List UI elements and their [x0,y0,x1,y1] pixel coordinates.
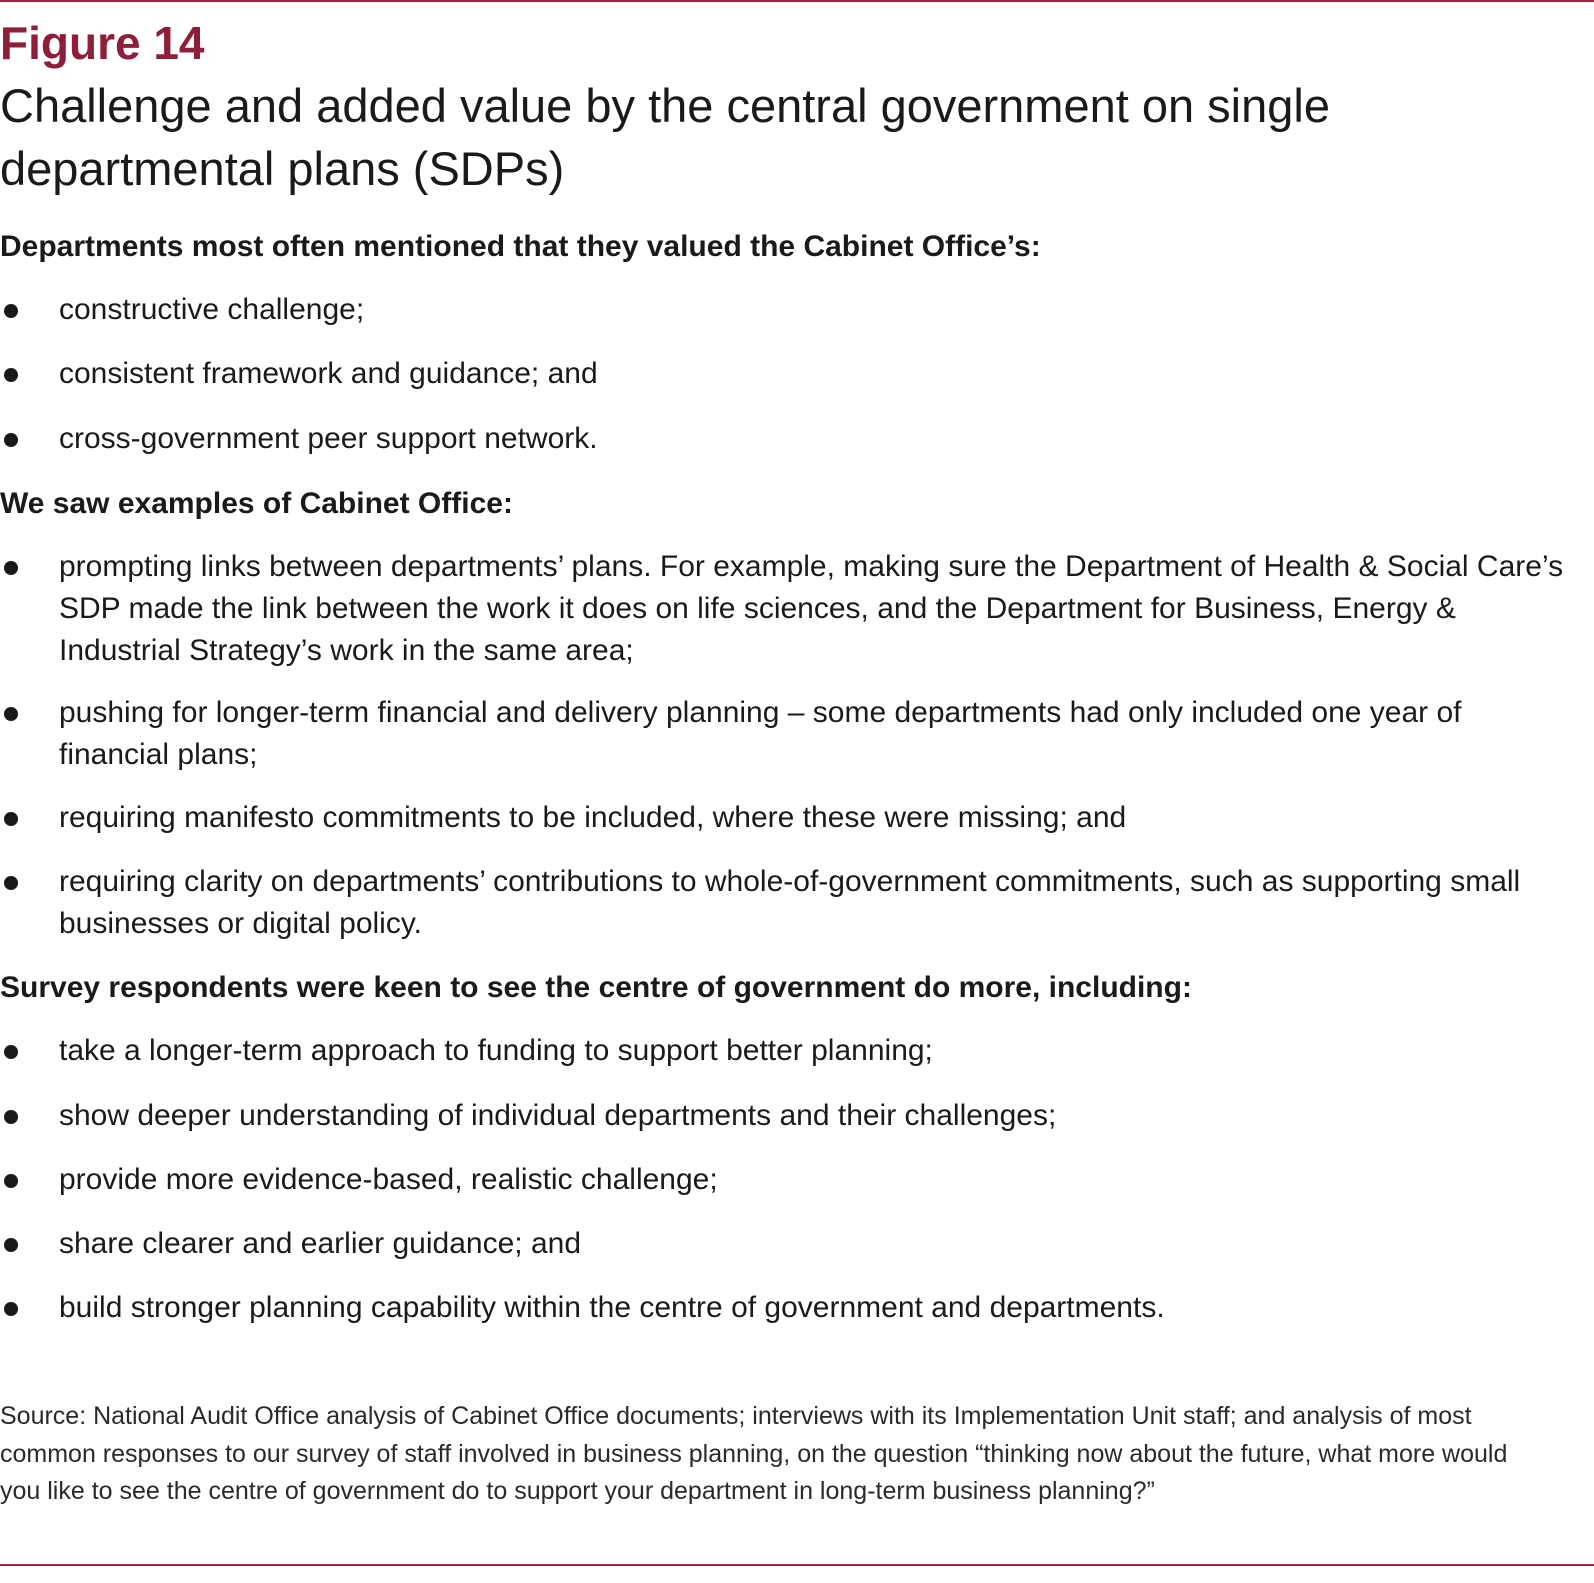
list-item-text: pushing for longer-term financial and delivery planning – some departments had only included one year of financial plans; [59,696,1462,771]
list-item-text: requiring clarity on departments’ contributions to whole-of-government commitments, such as supporting small businesses or digital policy. [59,865,1521,940]
section-heading-valued: Departments most often mentioned that they valued the Cabinet Office’s: [0,230,1041,263]
list-item-text: provide more evidence-based, realistic challenge; [59,1163,718,1196]
bullet-dot-icon [4,1174,18,1188]
bullet-dot-icon [4,368,18,382]
bullet-dot-icon [4,433,18,447]
bullet-dot-icon [4,1045,18,1059]
list-item-text: show deeper understanding of individual departments and their challenges; [59,1099,1057,1132]
figure-label: Figure 14 [0,17,205,69]
list-item-text: prompting links between departments’ plans. For example, making sure the Department of Health & Social Care’s SDP made the link between the work it does on life sciences, and the Department for Business, Energy & Industrial Strategy’s work in the same area; [59,550,1564,667]
list-item-text: consistent framework and guidance; and [59,357,598,390]
bullet-dot-icon [4,707,18,721]
bullet-dot-icon [4,876,18,890]
bullet-dot-icon [4,304,18,318]
bullet-dot-icon [4,1238,18,1252]
list-item-text: cross-government peer support network. [59,422,598,455]
bullet-dot-icon [4,1110,18,1124]
bullet-dot-icon [4,812,18,826]
list-item-text: build stronger planning capability within the centre of government and departments. [59,1291,1165,1324]
figure-title: Challenge and added value by the central government on single departmental plans (SDPs) [0,79,1330,195]
list-item-text: take a longer-term approach to funding to support better planning; [59,1034,933,1067]
bottom-rule [0,1564,1594,1566]
bullet-dot-icon [4,561,18,575]
section-heading-survey: Survey respondents were keen to see the centre of government do more, including: [0,971,1192,1004]
bullet-dot-icon [4,1302,18,1316]
list-item-text: share clearer and earlier guidance; and [59,1227,581,1260]
top-rule [0,0,1594,2]
section-heading-examples: We saw examples of Cabinet Office: [0,487,513,520]
list-item-text: requiring manifesto commitments to be included, where these were missing; and [59,801,1127,834]
source-note: Source: National Audit Office analysis of Cabinet Office documents; interviews with its Implementation Unit staff; and analysis of most common responses to our survey of staff involved in business planning, on the question “thinking now about the future, what more would you like to see the centre of government do to support your department in long-term business planning?” [0,1402,1508,1505]
list-item-text: constructive challenge; [59,293,365,326]
